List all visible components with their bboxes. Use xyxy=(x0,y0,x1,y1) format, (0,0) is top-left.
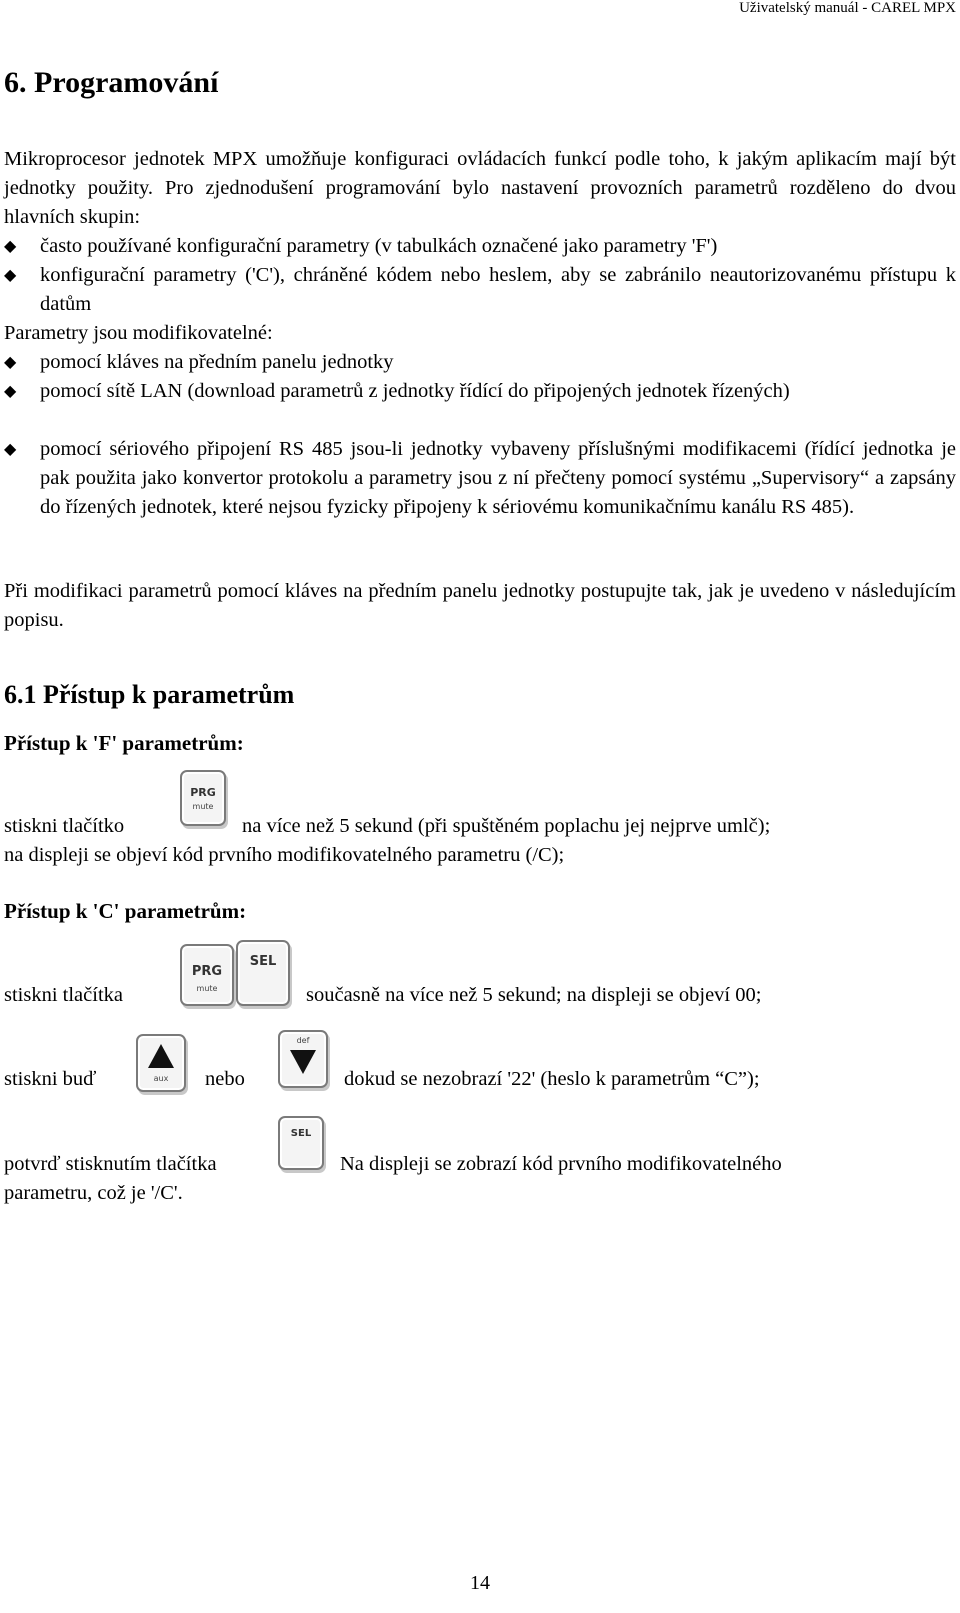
intro-paragraph: Mikroprocesor jednotek MPX umožňuje konfiguraci ovládacích funkcí podle toho, k jakým aplikacím mají být jednotky použity. Pro zjednodušení programování bylo nastavení provozních parametrů rozděleno do dvou hlavních skupin: xyxy=(4,148,956,228)
list-item-text: pomocí kláves na předním panelu jednotky xyxy=(40,351,394,373)
list-item-text: pomocí sériového připojení RS 485 jsou-li jednotky vybaveny příslušnými modifikacemi (řídící jednotka je pak použita jako konvertor protokolu a parametry jsou z ní přečteny pomocí systému „Supervisory“ a zapsány do řízených jednotek, které nejsou fyzicky připojeny k sériovému komunikačnímu kanálu RS 485). xyxy=(40,438,956,518)
c-press-keys-text: stiskni tlačítka xyxy=(4,984,123,1006)
diamond-bullet-icon: ◆ xyxy=(4,267,17,284)
down-def-key-icon: def xyxy=(278,1030,328,1088)
prg-mute-key-icon: PRG mute xyxy=(180,770,226,826)
diamond-bullet-icon: ◆ xyxy=(4,441,17,458)
list-item-text: často používané konfigurační parametry (v tabulkách označené jako parametry 'F') xyxy=(40,235,718,257)
f-line2-text: na displeji se objeví kód prvního modifikovatelného parametru (/C); xyxy=(4,844,565,866)
diamond-bullet-icon: ◆ xyxy=(4,383,17,400)
f-access-heading: Přístup k 'F' parametrům: xyxy=(4,731,244,755)
diamond-bullet-icon: ◆ xyxy=(4,354,17,371)
keys-note: Při modifikaci parametrů pomocí kláves na předním panelu jednotky postupujte tak, jak je uvedeno v následujícím popisu. xyxy=(4,580,956,631)
list-item-text: konfigurační parametry ('C'), chráněné kódem nebo heslem, aby se zabránilo neautorizovanému přístupu k datům xyxy=(40,264,956,315)
up-arrow-icon xyxy=(148,1044,174,1068)
sel-key-icon: SEL xyxy=(278,1116,324,1170)
c-display-first-text: Na displeji se zobrazí kód prvního modifikovatelného xyxy=(340,1153,782,1175)
c-simultaneous-text: současně na více než 5 sekund; na displeji se objeví 00; xyxy=(306,984,762,1006)
diamond-bullet-icon: ◆ xyxy=(4,238,17,255)
c-until-text: dokud se nezobrazí '22' (heslo k parametrům “C”); xyxy=(344,1068,760,1090)
modifiable-label: Parametry jsou modifikovatelné: xyxy=(4,322,273,344)
c-press-either-text: stiskni buď xyxy=(4,1068,97,1090)
list-item-text: pomocí sítě LAN (download parametrů z jednotky řídící do připojených jednotek řízených) xyxy=(40,380,790,402)
c-param-end-text: parametru, což je '/C'. xyxy=(4,1182,183,1204)
section-title: 6.1 Přístup k parametrům xyxy=(4,680,295,709)
prg-mute-key-icon: PRG mute xyxy=(180,944,234,1006)
f-after-text: na více než 5 sekund (při spuštěném poplachu jej nejprve umlč); xyxy=(242,815,771,837)
up-aux-key-icon: aux xyxy=(136,1034,186,1092)
chapter-title: 6. Programování xyxy=(4,66,219,99)
c-confirm-text: potvrď stisknutím tlačítka xyxy=(4,1153,217,1175)
running-header: Uživatelský manuál - CAREL MPX xyxy=(739,0,956,16)
c-access-heading: Přístup k 'C' parametrům: xyxy=(4,899,247,923)
sel-key-icon: SEL xyxy=(236,940,290,1006)
page-number: 14 xyxy=(470,1572,490,1594)
down-arrow-icon xyxy=(290,1050,316,1074)
f-press-text: stiskni tlačítko xyxy=(4,815,125,837)
c-or-text: nebo xyxy=(205,1068,245,1090)
